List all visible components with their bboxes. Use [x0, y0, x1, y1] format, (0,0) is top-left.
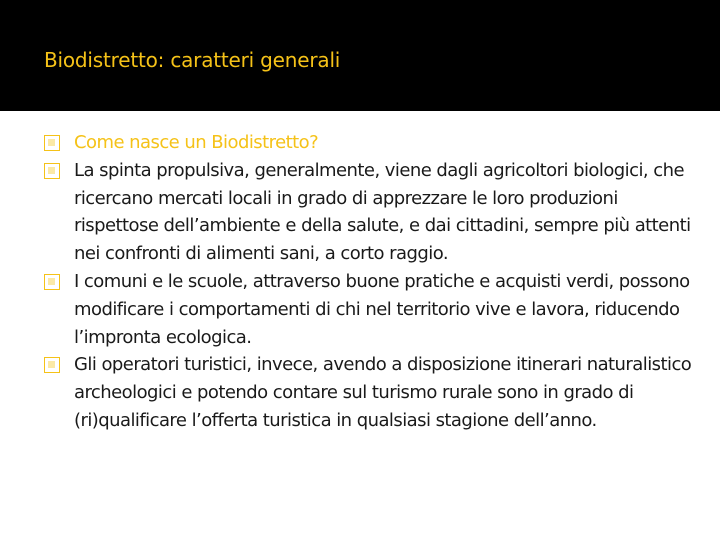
bullet-text: La spinta propulsiva, generalmente, viene dagli agricoltori biologici, che ricercano mercati locali in grado di apprezzare le loro produzioni rispettose dell’ambiente e della salute, e dai cittadini, sempre più attenti nei confronti di alimenti sani, a corto raggio.: [74, 159, 691, 265]
square-bullet-icon: [44, 274, 60, 290]
slide-title: Biodistretto: caratteri generali: [44, 48, 341, 72]
bullet-item: [44, 157, 694, 268]
bullet-item: [44, 268, 694, 351]
bullet-item: [44, 351, 694, 434]
bullet-text: Come nasce un Biodistretto?: [74, 132, 319, 153]
title-bar: [0, 0, 720, 111]
bullet-item: [44, 129, 694, 157]
bullet-text: Gli operatori turistici, invece, avendo a disposizione itinerari naturalistico archeologici e potendo contare sul turismo rurale sono in grado di (ri)qualificare l’offerta turistica in qualsiasi stagione dell’anno.: [74, 354, 692, 431]
square-bullet-icon: [44, 163, 60, 179]
bullet-text: I comuni e le scuole, attraverso buone pratiche e acquisti verdi, possono modificare i comportamenti di chi nel territorio vive e lavora, riducendo l’impronta ecologica.: [74, 270, 690, 348]
bullet-list: [44, 129, 694, 435]
square-bullet-icon: [44, 135, 60, 151]
square-bullet-icon: [44, 357, 60, 373]
